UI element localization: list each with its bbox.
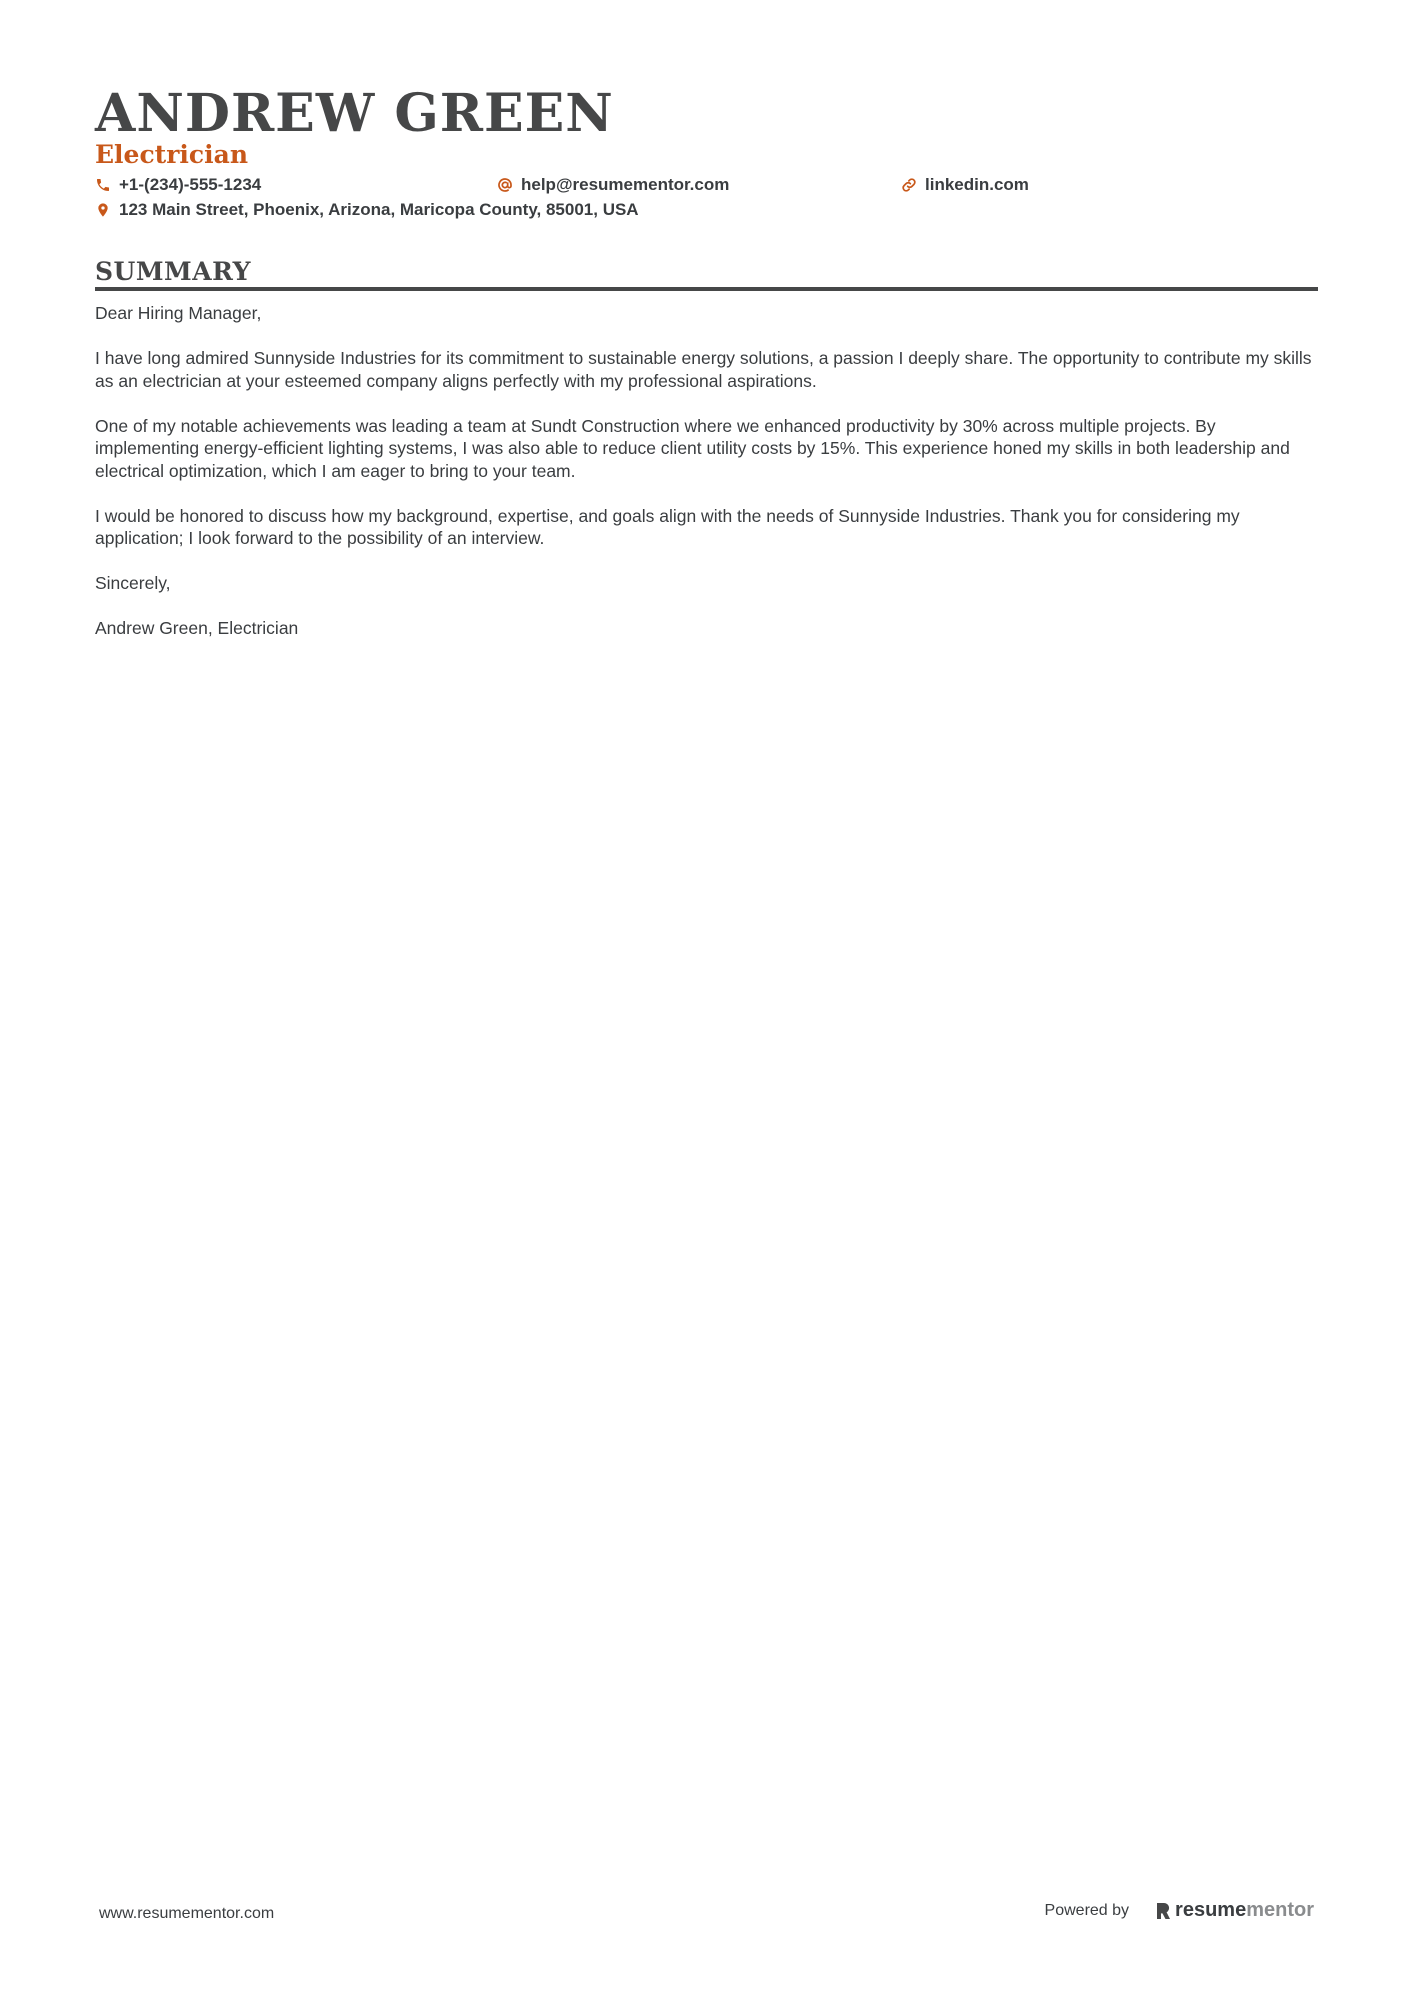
footer-website-link[interactable]: www.resumementor.com	[99, 1905, 275, 1922]
map-pin-icon	[95, 202, 111, 218]
letter-salutation: Dear Hiring Manager,	[95, 303, 262, 323]
footer-branding	[1045, 1899, 1314, 1922]
contact-row-primary	[95, 173, 1318, 197]
website-text: linkedin.com	[925, 175, 1029, 194]
powered-by-text: Powered by	[1044, 1901, 1130, 1919]
brand-name-light: mentor	[1246, 1899, 1314, 1921]
resumementor-logo-icon	[1155, 1901, 1171, 1921]
contact-row-secondary	[95, 198, 1318, 222]
brand-logo-link[interactable]	[1155, 1899, 1314, 1922]
at-sign-icon	[497, 177, 513, 193]
cover-letter-body	[95, 302, 1318, 662]
section-divider	[95, 287, 1318, 291]
link-icon	[901, 177, 917, 193]
email-text: help@resumementor.com	[521, 175, 730, 194]
letter-paragraph: I have long admired Sunnyside Industries for its commitment to sustainable energy solutions, a passion I deeply share. The opportunity to contribute my skills as an electrician at your esteemed company aligns perfectly with my professional aspirations.	[95, 348, 1312, 391]
address-text: 123 Main Street, Phoenix, Arizona, Maricopa County, 85001, USA	[119, 200, 639, 219]
summary-heading: SUMMARY	[95, 257, 251, 286]
contact-address	[95, 198, 639, 222]
contact-phone	[95, 173, 261, 197]
contact-email[interactable]	[497, 173, 729, 197]
job-title: Electrician	[95, 140, 248, 169]
letter-signature: Andrew Green, Electrician	[95, 618, 299, 638]
phone-icon	[95, 177, 111, 193]
candidate-name: ANDREW GREEN	[95, 83, 614, 144]
phone-text: +1-(234)-555-1234	[119, 175, 262, 194]
letter-paragraph: I would be honored to discuss how my background, expertise, and goals align with the needs of Sunnyside Industries. Thank you for considering my application; I look forward to the possibility of an interview.	[95, 505, 1240, 548]
contact-website[interactable]	[901, 173, 1029, 197]
brand-name-bold: resume	[1175, 1899, 1247, 1921]
letter-closing: Sincerely,	[95, 573, 171, 593]
letter-paragraph: One of my notable achievements was leading a team at Sundt Construction where we enhanced productivity by 30% across multiple projects. By implementing energy-efficient lighting systems, I was also able to reduce client utility costs by 15%. This experience honed my skills in both leadership and electrical optimization, which I am eager to bring to your team.	[95, 415, 1290, 481]
